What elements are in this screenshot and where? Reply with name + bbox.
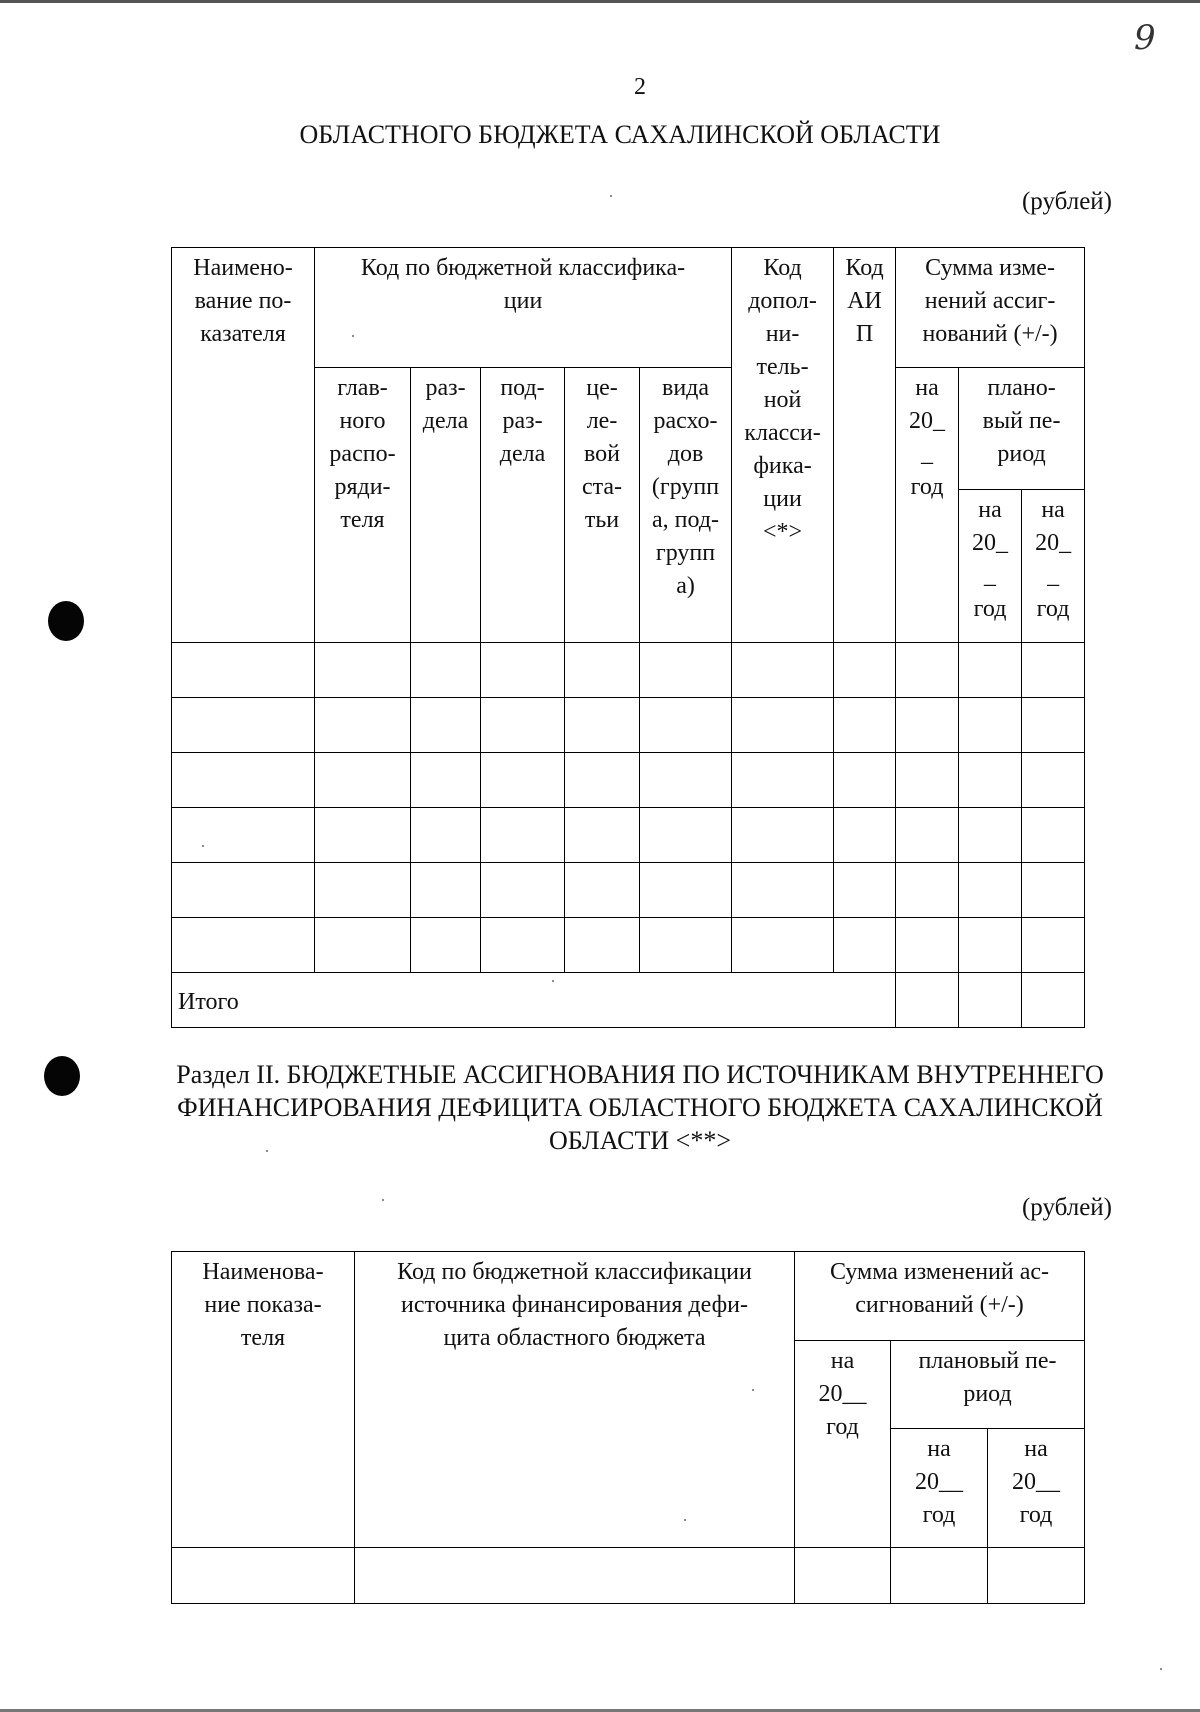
- scan-speck: [382, 1199, 384, 1201]
- header-current-year: на 20_ _ год: [896, 368, 959, 643]
- table-row: [172, 863, 1085, 918]
- punch-hole-lower: [44, 1056, 80, 1096]
- t2-header-sum-changes: Сумма изменений ас- сигнований (+/-): [795, 1252, 1085, 1341]
- scan-speck: [352, 335, 354, 337]
- header-year-2: на 20_ _ год: [1022, 490, 1085, 643]
- scan-top-edge: [0, 0, 1200, 3]
- appropriations-table: [171, 247, 1085, 1028]
- header-expense-type: вида расхо- дов (групп а, под- групп а): [640, 368, 732, 643]
- t2-header-planning-period: плановый пе- риод: [891, 1341, 1085, 1429]
- header-section: раз- дела: [411, 368, 481, 643]
- header-indicator-name: Наимено- вание по- казателя: [172, 248, 315, 643]
- t2-header-year-1: на 20__ год: [891, 1429, 988, 1548]
- t2-header-budget-code: Код по бюджетной классификации источника финансирования дефи- цита областного бюджета: [355, 1252, 795, 1548]
- page-title: ОБЛАСТНОГО БЮДЖЕТА САХАЛИНСКОЙ ОБЛАСТИ: [299, 120, 941, 149]
- punch-hole-upper: [48, 601, 84, 641]
- total-label: Итого: [172, 973, 896, 1028]
- t2-header-indicator-name: Наименова- ние показа- теля: [172, 1252, 355, 1548]
- header-planning-period: плано- вый пе- риод: [959, 368, 1085, 490]
- unit-label-2: (рублей): [1021, 1194, 1112, 1221]
- header-budget-code: Код по бюджетной классифика- ции: [315, 248, 732, 368]
- handwritten-page-mark: 9: [1134, 18, 1156, 58]
- t2-header-year-2: на 20__ год: [988, 1429, 1085, 1548]
- financing-sources-table: [171, 1251, 1085, 1604]
- scan-speck: [552, 980, 554, 982]
- scan-speck: [1160, 1668, 1162, 1670]
- header-sum-changes: Сумма изме- нений ассиг- нований (+/-): [896, 248, 1085, 368]
- page-number: 2: [634, 74, 646, 100]
- header-target-item: це- ле- вой ста- тьи: [565, 368, 640, 643]
- table-row: [172, 1548, 1085, 1604]
- total-row: [172, 973, 1085, 1028]
- t2-header-current-year: на 20__ год: [795, 1341, 891, 1548]
- table-row: [172, 918, 1085, 973]
- header-main-manager: глав- ного распо- ряди- теля: [315, 368, 411, 643]
- table-row: [172, 753, 1085, 808]
- table-row: [172, 808, 1085, 863]
- table-row: [172, 698, 1085, 753]
- header-aip-code: Код АИ П: [834, 248, 896, 643]
- scan-speck: [752, 1389, 754, 1391]
- header-subsection: под- раз- дела: [481, 368, 565, 643]
- scan-speck: [610, 195, 612, 197]
- unit-label-1: (рублей): [1021, 188, 1112, 215]
- scan-speck: [684, 1519, 686, 1521]
- table-row: [172, 643, 1085, 698]
- section-2-title: Раздел II. БЮДЖЕТНЫЕ АССИГНОВАНИЯ ПО ИСТОЧНИКАМ ВНУТРЕННЕГО ФИНАНСИРОВАНИЯ ДЕФИЦИТА ОБЛАСТНОГО БЮДЖЕТА САХАЛИНСКОЙ ОБЛАСТИ <**>: [176, 1060, 1104, 1155]
- header-extra-code: Код допол- ни- тель- ной класси- фика- ции <*>: [732, 248, 834, 643]
- header-year-1: на 20_ _ год: [959, 490, 1022, 643]
- scan-speck: [202, 845, 204, 847]
- scan-speck: [266, 1150, 268, 1152]
